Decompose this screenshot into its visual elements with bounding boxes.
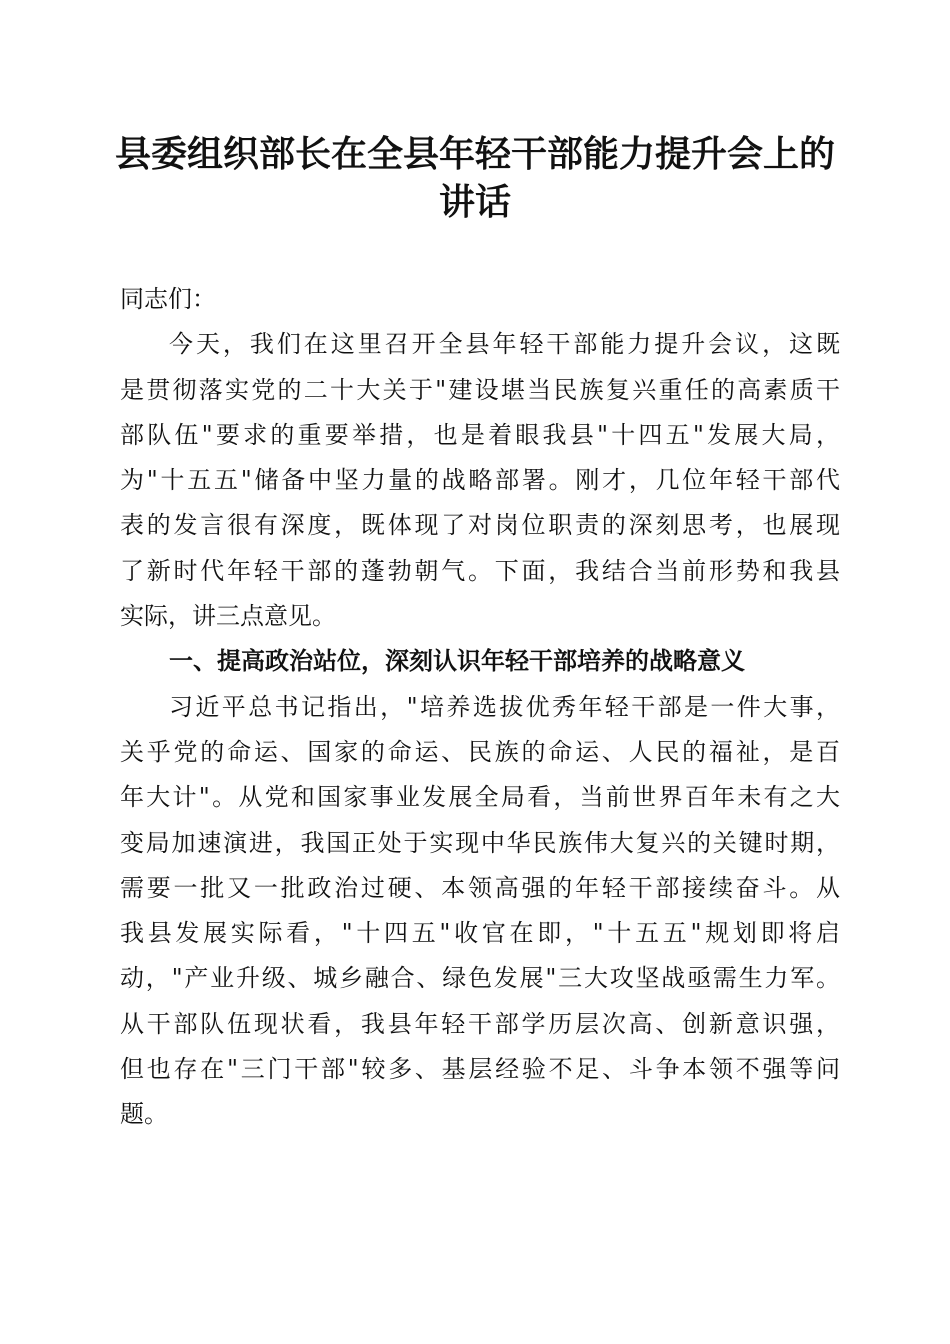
section-heading-1: 一、提高政治站位，深刻认识年轻干部培养的战略意义 — [169, 647, 745, 676]
paragraph-line: 动，"产业升级、城乡融合、绿色发展"三大攻坚战亟需生力军。 — [120, 964, 840, 993]
document-body — [120, 277, 840, 1138]
paragraph-1 — [120, 322, 840, 639]
title-line-1: 县委组织部长在全县年轻干部能力提升会上的 — [114, 133, 835, 175]
salutation: 同志们： — [120, 285, 216, 313]
paragraph-line: 从干部队伍现状看，我县年轻干部学历层次高、创新意识强， — [120, 1009, 840, 1038]
paragraph-line: 需要一批又一批政治过硬、本领高强的年轻干部接续奋斗。从 — [120, 873, 840, 902]
paragraph-line: 部队伍"要求的重要举措，也是着眼我县"十四五"发展大局， — [120, 420, 840, 449]
paragraph-line: 表的发言很有深度，既体现了对岗位职责的深刻思考，也展现 — [120, 511, 840, 540]
document-title — [110, 130, 840, 226]
title-line-2: 讲话 — [438, 181, 511, 223]
paragraph-line: 我县发展实际看，"十四五"收官在即，"十五五"规划即将启 — [120, 919, 840, 948]
paragraph-line: 题。 — [120, 1100, 168, 1129]
paragraph-line: 年大计"。从党和国家事业发展全局看，当前世界百年未有之大 — [120, 783, 840, 812]
paragraph-line: 是贯彻落实党的二十大关于"建设堪当民族复兴重任的高素质干 — [120, 375, 840, 404]
paragraph-2 — [120, 685, 840, 1138]
paragraph-line: 变局加速演进，我国正处于实现中华民族伟大复兴的关键时期， — [120, 828, 840, 857]
paragraph-line: 关乎党的命运、国家的命运、民族的命运、人民的福祉，是百 — [120, 737, 840, 766]
paragraph-line: 今天，我们在这里召开全县年轻干部能力提升会议，这既 — [169, 330, 840, 359]
paragraph-line: 但也存在"三门干部"较多、基层经验不足、斗争本领不强等问 — [120, 1055, 840, 1084]
paragraph-line: 了新时代年轻干部的蓬勃朝气。下面，我结合当前形势和我县 — [120, 556, 840, 585]
paragraph-line: 实际，讲三点意见。 — [120, 602, 336, 631]
paragraph-line: 为"十五五"储备中坚力量的战略部署。刚才，几位年轻干部代 — [120, 466, 840, 495]
paragraph-line: 习近平总书记指出，"培养选拔优秀年轻干部是一件大事， — [169, 692, 840, 721]
